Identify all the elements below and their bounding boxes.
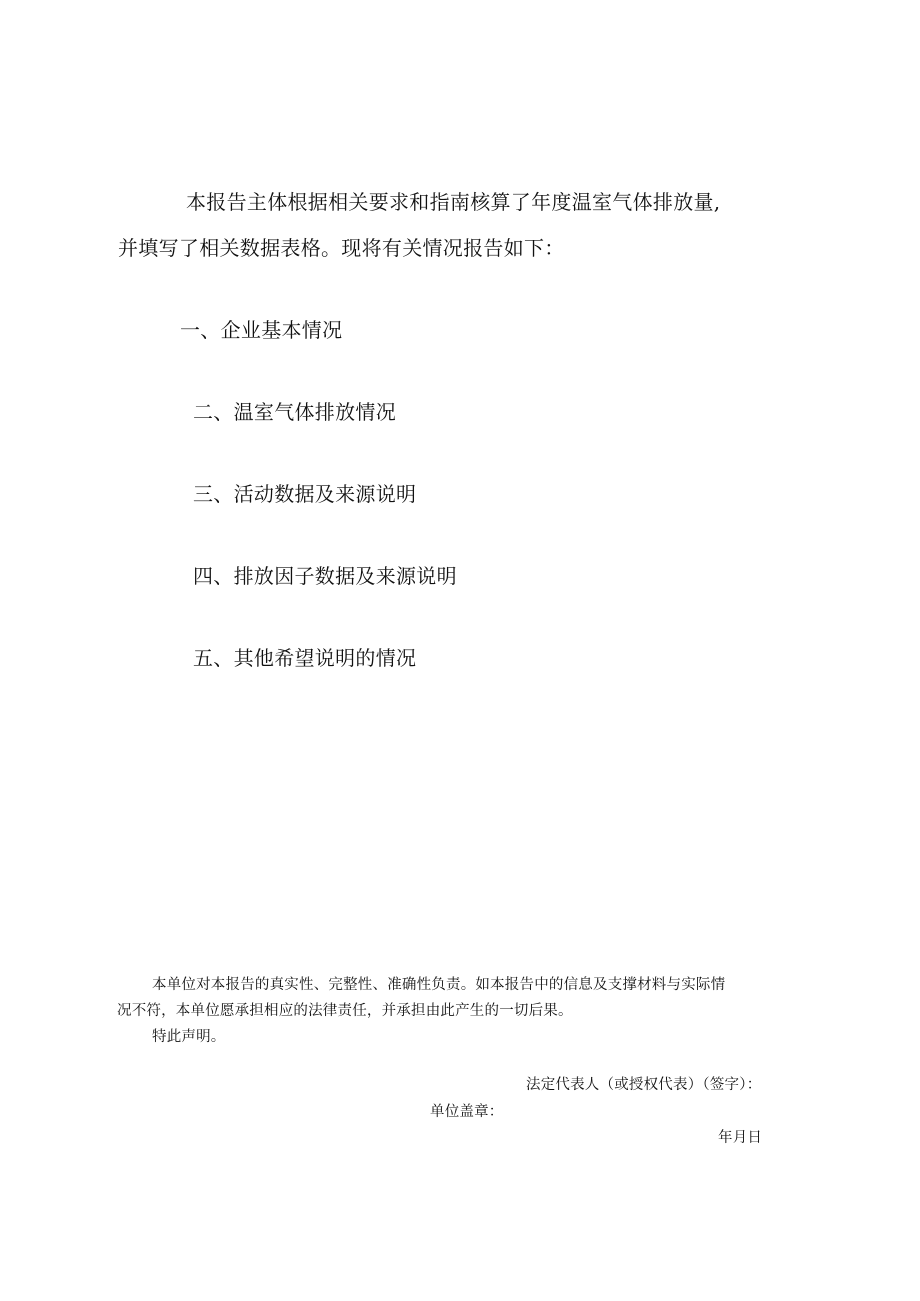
section-heading-emissions: 二、温室气体排放情况 (193, 400, 396, 424)
declaration-line-2: 况不符，本单位愿承担相应的法律责任，并承担由此产生的一切后果。 (117, 1003, 573, 1019)
section-heading-other: 五、其他希望说明的情况 (193, 646, 417, 670)
unit-seal-label: 单位盖章： (430, 1104, 504, 1120)
intro-line-1: 本报告主体根据相关要求和指南核算了年度温室气体排放量, (186, 190, 721, 214)
section-heading-basic-info: 一、企业基本情况 (180, 318, 343, 342)
representative-signature-label: 法定代表人（或授权代表）（签字）： (526, 1077, 762, 1093)
intro-line-2: 并填写了相关数据表格。现将有关情况报告如下： (118, 236, 565, 260)
declaration-closing: 特此声明。 (152, 1029, 226, 1045)
section-heading-emission-factors: 四、排放因子数据及来源说明 (193, 564, 457, 588)
date-label: 年月日 (718, 1130, 763, 1146)
declaration-line-1: 本单位对本报告的真实性、完整性、准确性负责。如本报告中的信息及支撑材料与实际情 (152, 977, 726, 993)
section-heading-activity-data: 三、活动数据及来源说明 (193, 482, 417, 506)
